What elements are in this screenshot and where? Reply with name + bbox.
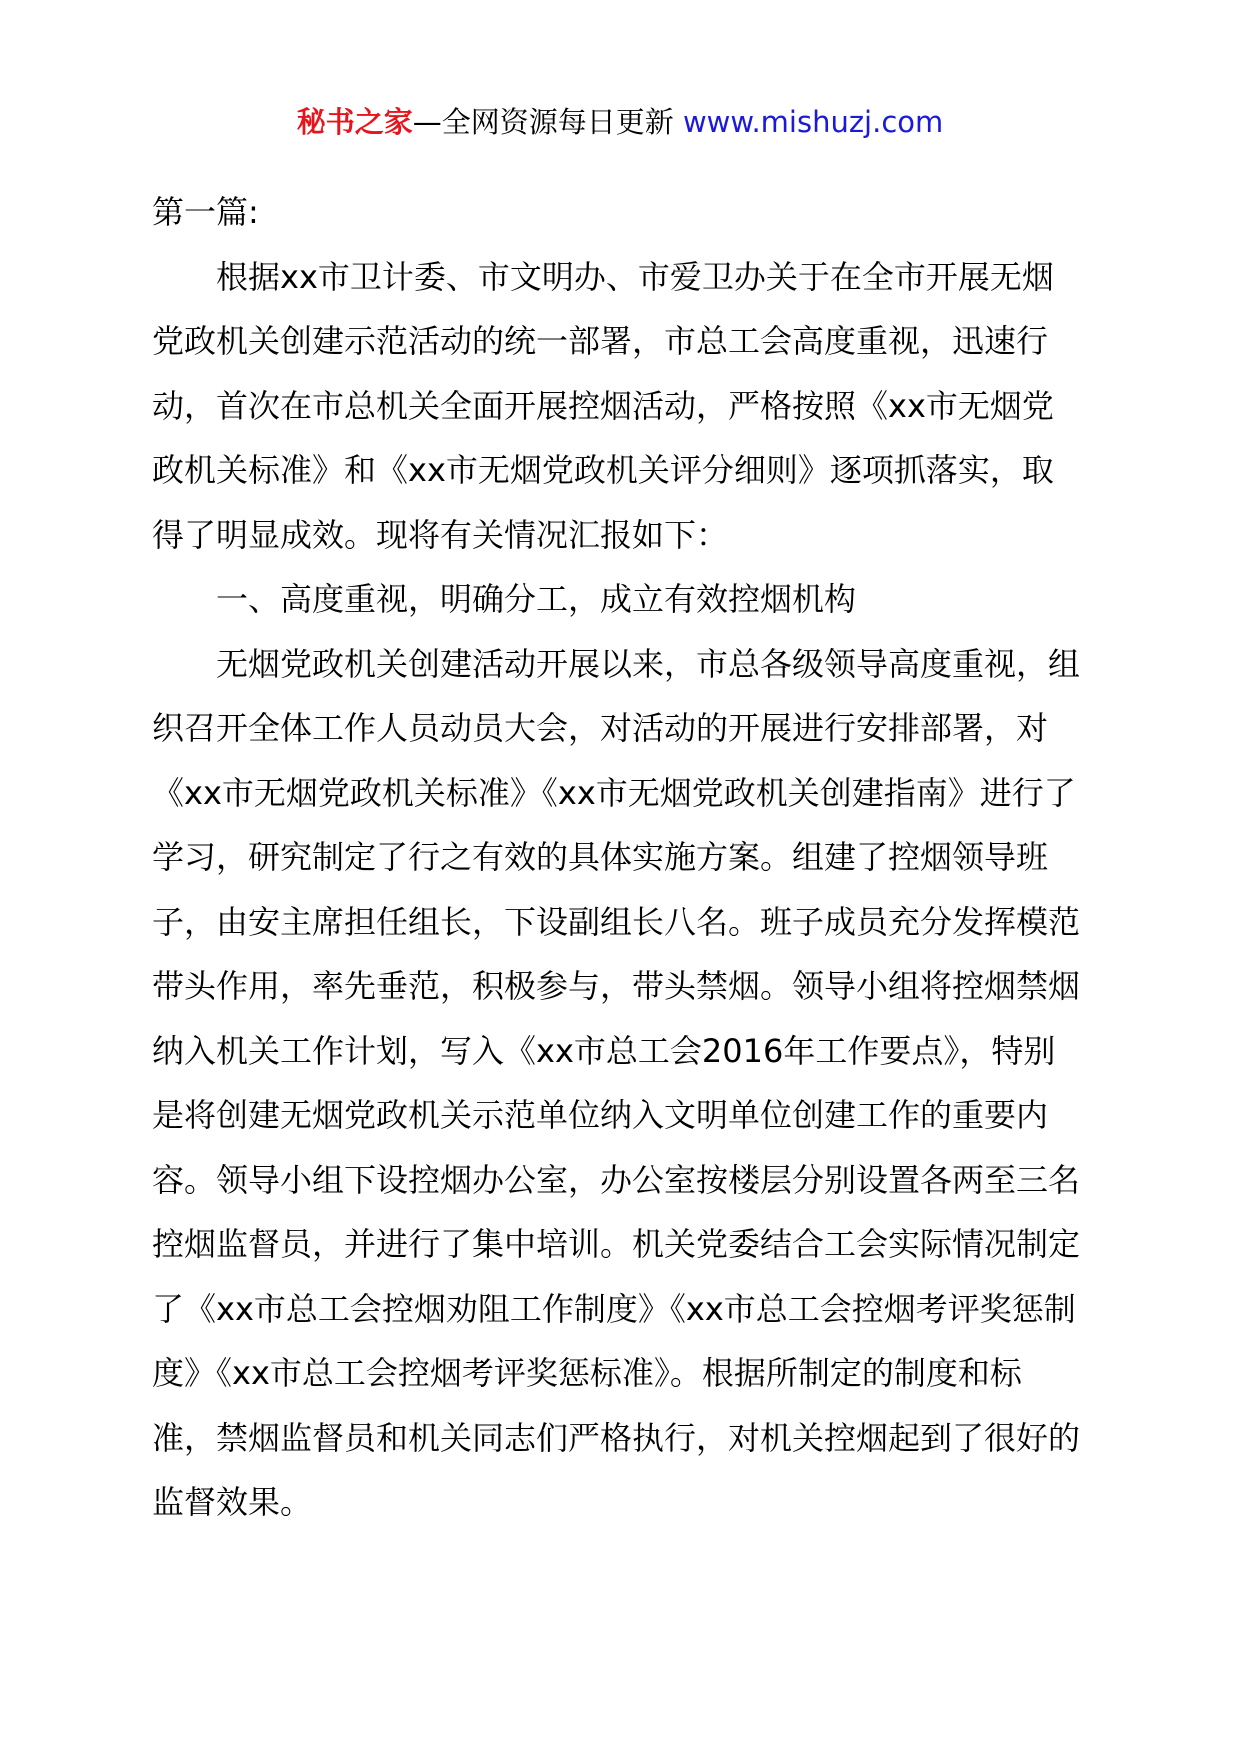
paragraph-intro: 根据xx市卫计委、市文明办、市爱卫办关于在全市开展无烟党政机关创建示范活动的统一部署，市总工会高度重视，迅速行动，首次在市总机关全面开展控烟活动，严格按照《xx市无烟党政机关标准》和《xx市无烟党政机关评分细则》逐项抓落实，取得了明显成效。现将有关情况汇报如下：: [152, 257, 1054, 554]
header-brand: 秘书之家: [296, 105, 413, 139]
page-header: [0, 102, 1240, 142]
paragraph-heading-1: 一、高度重视，明确分工，成立有效控烟机构: [216, 580, 857, 618]
section-label: 第一篇:: [152, 193, 259, 231]
paragraph-body-1: 无烟党政机关创建活动开展以来，市总各级领导高度重视，组织召开全体工作人员动员大会，对活动的开展进行安排部署，对《xx市无烟党政机关标准》《xx市无烟党政机关创建指南》进行了学习，研究制定了行之有效的具体实施方案。组建了控烟领导班子，由安主席担任组长，下设副组长八名。班子成员充分发挥模范带头作用，率先垂范，积极参与，带头禁烟。领导小组将控烟禁烟纳入机关工作计划，写入《xx市总工会2016年工作要点》，特别是将创建无烟党政机关示范单位纳入文明单位创建工作的重要内容。领导小组下设控烟办公室，办公室按楼层分别设置各两至三名控烟监督员，并进行了集中培训。机关党委结合工会实际情况制定了《xx市总工会控烟劝阻工作制度》《xx市总工会控烟考评奖惩制度》《xx市总工会控烟考评奖惩标准》。根据所制定的制度和标准，禁烟监督员和机关同志们严格执行，对机关控烟起到了很好的监督效果。: [152, 644, 1081, 1521]
document-body: [152, 180, 1082, 1535]
header-slogan: —全网资源每日更新: [412, 105, 674, 139]
header-site-link[interactable]: www.mishuzj.com: [682, 105, 944, 139]
